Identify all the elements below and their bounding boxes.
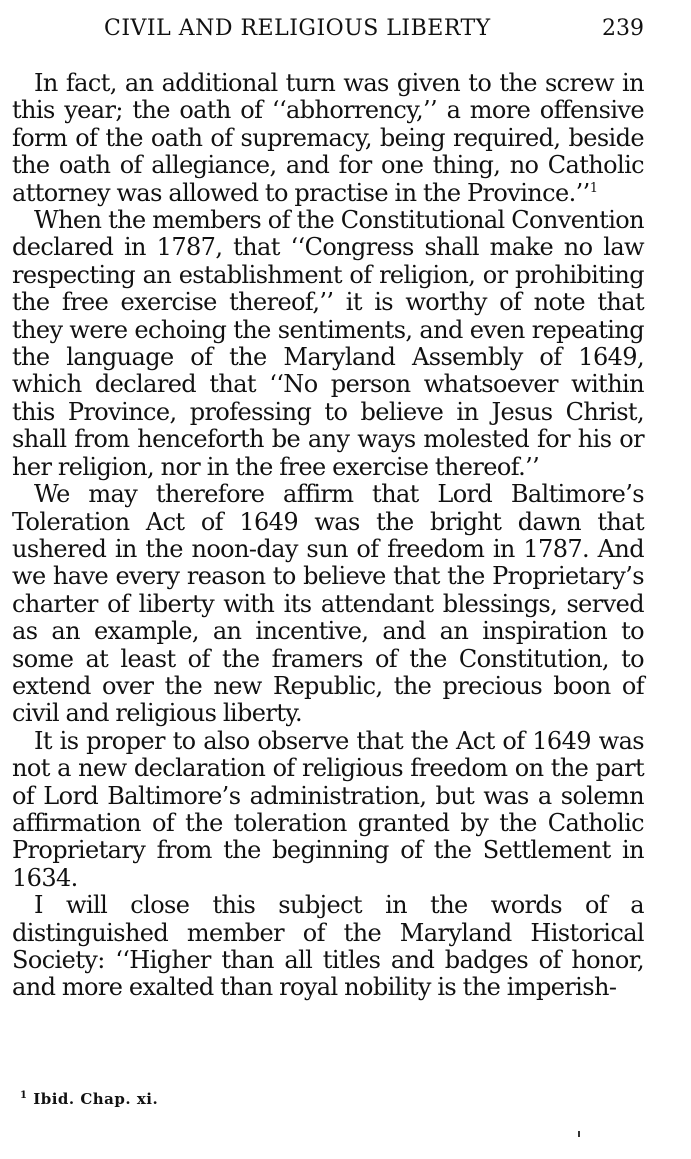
running-header (12, 16, 644, 46)
footnote-text: Ibid. Chap. xi. (33, 1090, 159, 1108)
paragraph-1-text: In fact, an additional turn was given to the screw in this year; the oath of ‘‘abhorrency,’’ a more offensive form of the oath of supremacy, being required, beside the oath of allegiance, and for one thing, no Catholic attorney was allowed to practise in the Province.’’ (12, 69, 644, 207)
running-title: CIVIL AND RELIGIOUS LIBERTY (104, 16, 491, 41)
paragraph-2-text: When the members of the Constitutional Convention declared in 1787, that ‘‘Congress shall make no law respecting an establishment of religion, or prohibiting the free exercise thereof,’’ it is worthy of note that they were echoing the sentiments, and even repeating the language of the Maryland Assembly of 1649, which declared that ‘‘No person whatsoever within this Province, professing to believe in Jesus Christ, shall from henceforth be any ways molested for his or her religion, nor in the free exercise thereof.’’ (12, 206, 644, 481)
paragraph-5 (12, 892, 644, 1002)
paragraph-3 (12, 481, 644, 728)
paragraph-5-text: I will close this subject in the words of a distinguished member of the Maryland Historical Society: ‘‘Higher than all titles and badges of honor, and more exalted than royal nobility is the imperish- (12, 891, 644, 1002)
paragraph-4-text: It is proper to also observe that the Act of 1649 was not a new declaration of religious freedom on the part of Lord Baltimore’s administration, but was a solemn affirmation of the toleration granted by the Catholic Proprietary from the beginning of the Settlement in 1634. (12, 726, 644, 892)
paragraph-1 (12, 70, 644, 207)
body-text (12, 70, 644, 1002)
print-speck (578, 1131, 580, 1137)
paragraph-2 (12, 207, 644, 481)
footnote-reference: 1 (589, 180, 598, 196)
paragraph-4 (12, 728, 644, 892)
paragraph-3-text: We may therefore affirm that Lord Baltimore’s Toleration Act of 1649 was the bright dawn that ushered in the noon-day sun of freedom in 1787. And we have every reason to believe that the Proprietary’s charter of liberty with its attendant blessings, served as an example, an incentive, and an inspiration to some at least of the framers of the Constitution, to extend over the new Republic, the precious boon of civil and religious liberty. (12, 480, 644, 728)
footnote-marker: 1 (20, 1090, 28, 1101)
page-number: 239 (602, 16, 644, 41)
book-page (12, 0, 644, 1159)
footnote (20, 1090, 158, 1108)
